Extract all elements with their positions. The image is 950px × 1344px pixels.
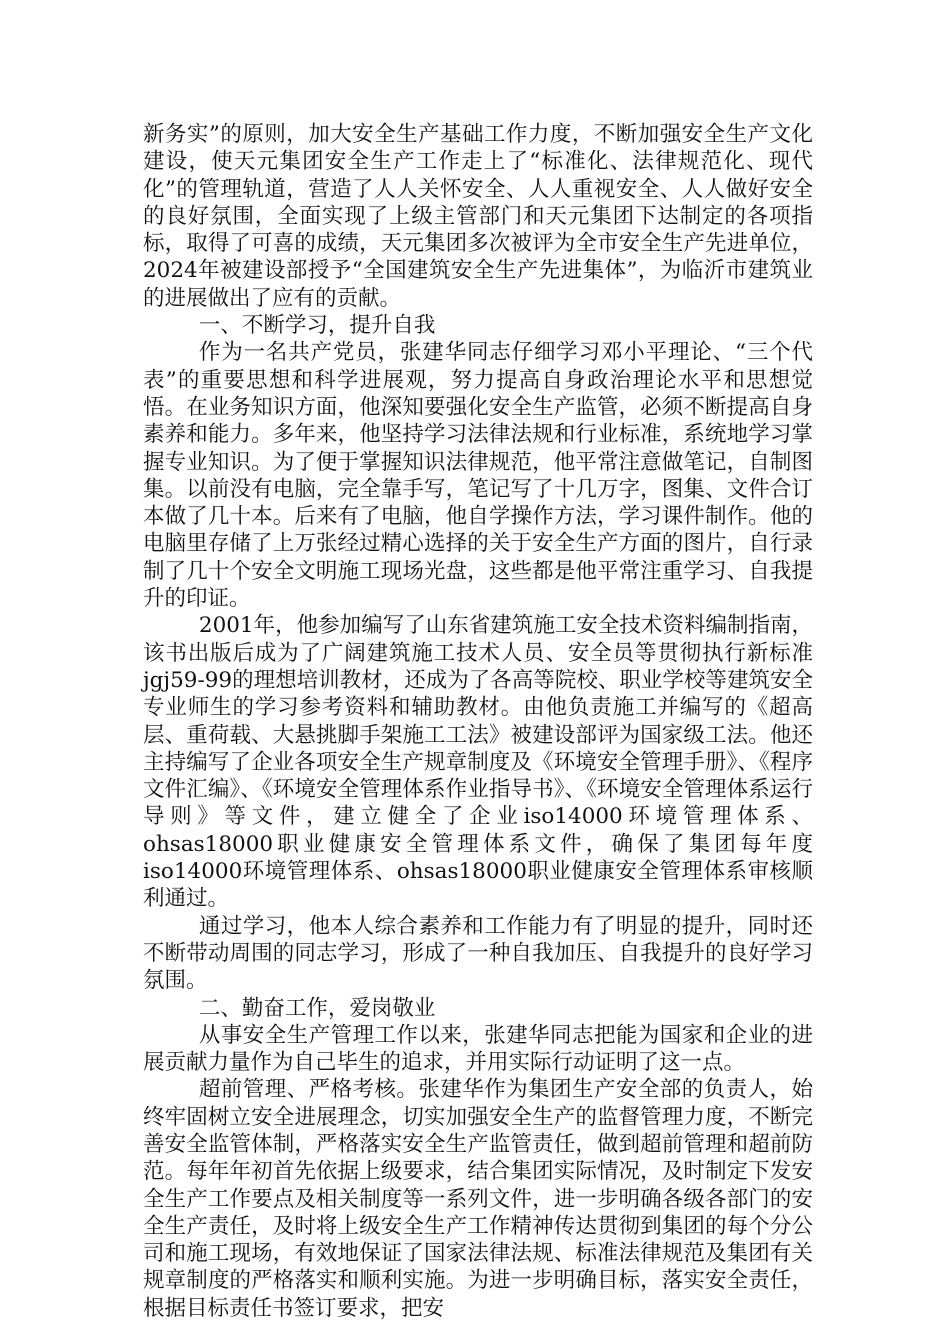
paragraph: 超前管理、严格考核。张建华作为集团生产安全部的负责人，始终牢固树立安全进展理念，切实加强安全生产的监督管理力度，不断完善安全监管体制，严格落实安全生产监管责任，做到超前管理和超前防范。每年年初首先依据上级要求，结合集团实际情况，及时制定下发安全生产工作要点及相关制度等一系列文件，进一步明确各级各部门的安全生产责任，及时将上级安全生产工作精神传达贯彻到集团的每个分公司和施工现场，有效地保证了国家法律法规、标准法律规范及集团有关规章制度的严格落实和顺利实施。为进一步明确目标，落实安全责任，根据目标责任书签订要求，把安 xyxy=(143,1077,813,1321)
section-heading-2: 二、勤奋工作，爱岗敬业 xyxy=(198,995,436,1021)
section-heading-1: 一、不断学习，提升自我 xyxy=(198,313,436,339)
paragraph: 作为一名共产党员，张建华同志仔细学习邓小平理论、“三个代表”的重要思想和科学进展观，努力提高自身政治理论水平和思想觉悟。在业务知识方面，他深知要强化安全生产监管，必须不断提高自身素养和能力。多年来，他坚持学习法律法规和行业标准，系统地学习掌握专业知识。为了便于掌握知识法律规范，他平常注意做笔记，自制图集。以前没有电脑，完全靠手写，笔记写了十几万字，图集、文件合订本做了几十本。后来有了电脑，他自学操作方法，学习课件制作。他的电脑里存储了上万张经过精心选择的关于安全生产方面的图片，自行录制了几十个安全文明施工现场光盘，这些都是他平常注重学习、自我提升的印证。 xyxy=(143,340,813,612)
paragraph: 通过学习，他本人综合素养和工作能力有了明显的提升，同时还不断带动周围的同志学习，形成了一种自我加压、自我提升的良好学习氛围。 xyxy=(143,913,813,994)
paragraph: 2001年，他参加编写了山东省建筑施工安全技术资料编制指南，该书出版后成为了广阔建筑施工技术人员、安全员等贯彻执行新标准jgj59-99的理想培训教材，还成为了各高等院校、职业学校等建筑安全专业师生的学习参考资料和辅助教材。由他负责施工并编写的《超高层、重荷载、大悬挑脚手架施工工法》被建设部评为国家级工法。他还主持编写了企业各项安全生产规章制度及《环境安全管理手册》、《程序文件汇编》、《环境安全管理体系作业指导书》、《环境安全管理体系运行导则》等文件，建立健全了企业iso14000环境管理体系、ohsas18000职业健康安全管理体系文件，确保了集团每年度iso14000环境管理体系、ohsas18000职业健康安全管理体系审核顺利通过。 xyxy=(143,613,813,912)
paragraph-continued: 新务实”的原则，加大安全生产基础工作力度，不断加强安全生产文化建设，使天元集团安全生产工作走上了“标准化、法律规范化、现代化”的管理轨道，营造了人人关怀安全、人人重视安全、人人做好安全的良好氛围，全面实现了上级主管部门和天元集团下达制定的各项指标，取得了可喜的成绩，天元集团多次被评为全市安全生产先进单位，2024年被建设部授予“全国建筑安全生产先进集体”，为临沂市建筑业的进展做出了应有的贡献。 xyxy=(143,122,813,311)
paragraph: 从事安全生产管理工作以来，张建华同志把能为国家和企业的进展贡献力量作为自己毕生的追求，并用实际行动证明了这一点。 xyxy=(143,1022,813,1076)
document-page xyxy=(143,121,813,1322)
